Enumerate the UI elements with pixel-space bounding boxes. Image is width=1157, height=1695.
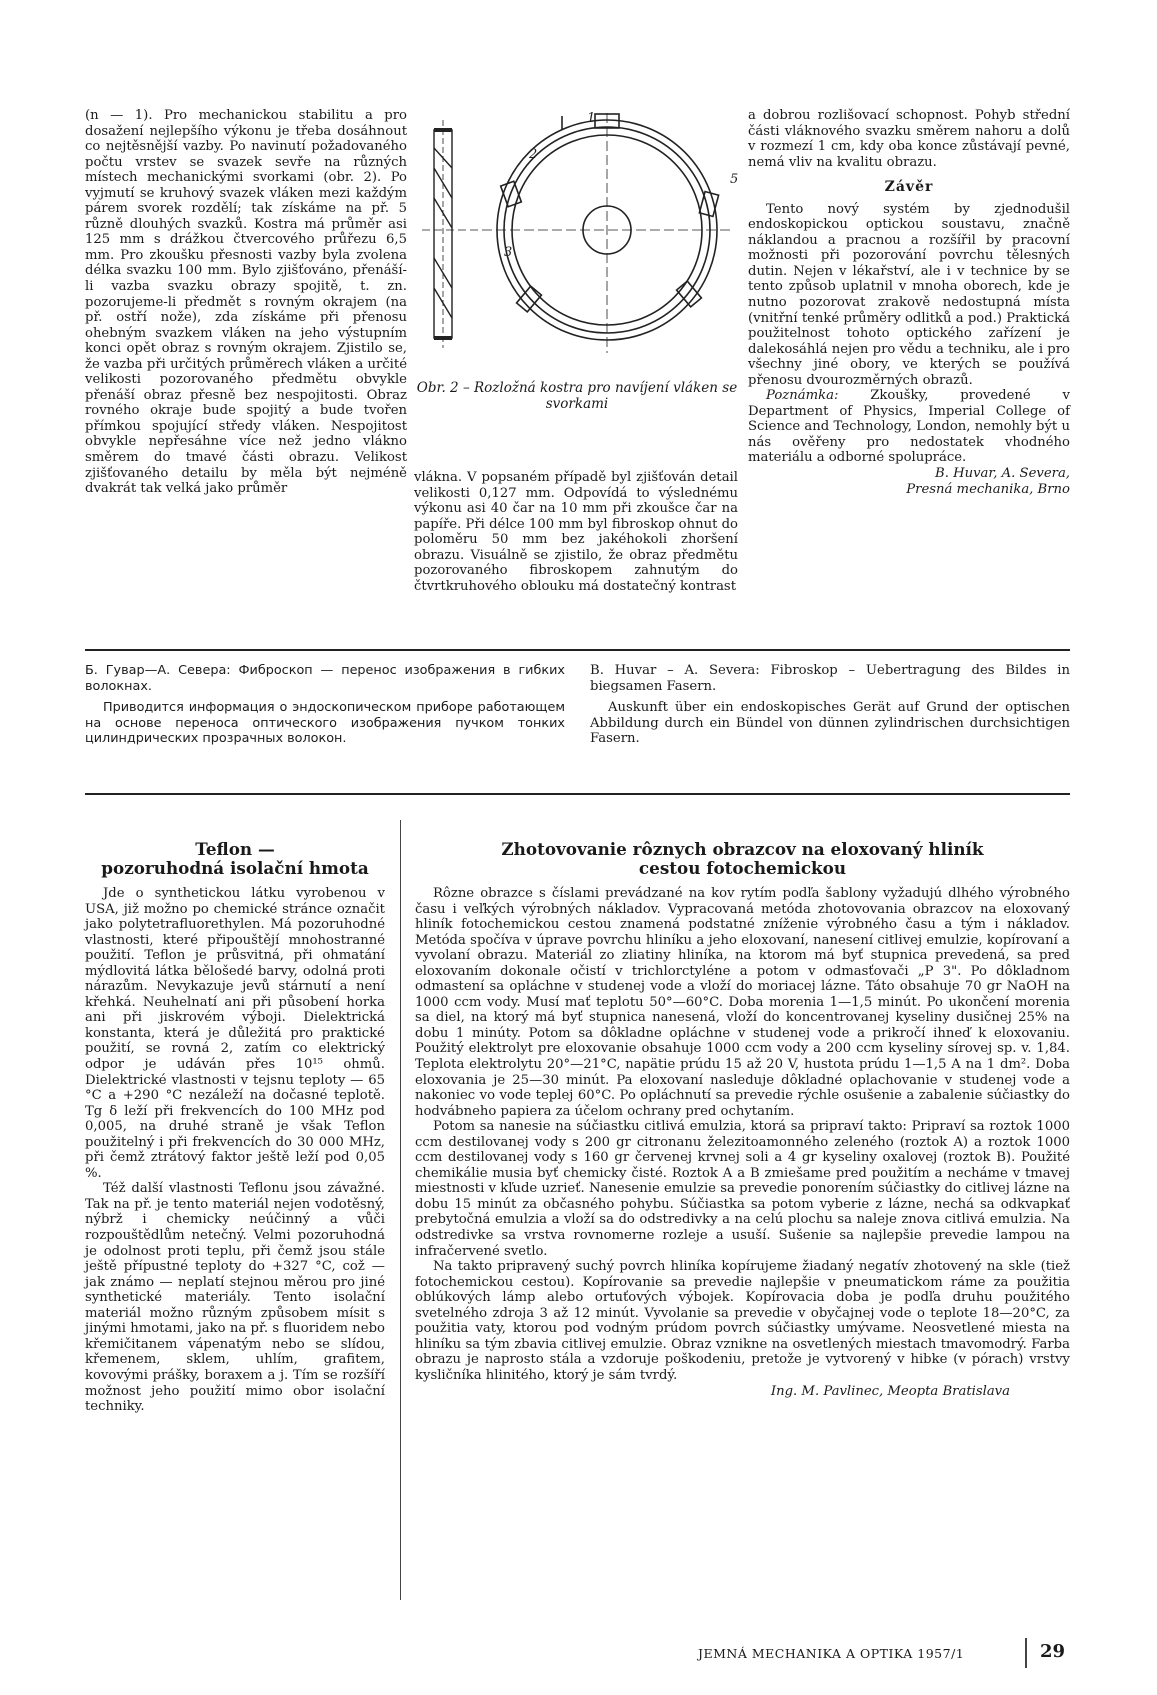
article-column-2-text: vlákna. V popsaném případě byl zjišťován detail velikosti 0,127 mm. Odpovídá to výslednému výkonu asi 40 čar na 10 mm při zkoušce čar na papíře. Při délce 100 mm byl fibroskop ohnut do poloměru 50 mm bez jakéhokoli zhoršení obrazu. Visuálně se zjistilo, že obraz předmětu pozorovaného fibroskopem zahnutým do čtvrtkruhového oblouku má dostatečný kontrast — [414, 470, 738, 594]
journal-footer: JEMNÁ MECHANIKA A OPTIKA 1957/1 — [698, 1646, 965, 1661]
summary-de-text: Auskunft über ein endoskopisches Gerät auf Grund der optischen Abbildung durch ein Bündel von dünnen zylindrischen durchsichtigen Fasern. — [590, 700, 1070, 746]
summary-german — [590, 663, 1070, 747]
conclusion-heading: Závěr — [884, 179, 934, 196]
figure-2 — [412, 108, 742, 453]
eloxal-signature: Ing. M. Pavlinec, Meopta Bratislava — [770, 1383, 1010, 1399]
eloxal-title-line2: cestou fotochemickou — [638, 858, 847, 878]
teflon-title-line1: Teflon — — [195, 839, 275, 859]
figure-label-5: 5 — [730, 172, 739, 187]
figure-label-3: 3 — [504, 245, 513, 260]
figure-label-1: 1 — [587, 111, 596, 126]
figure-label-2: 2 — [529, 147, 538, 162]
winding-frame-drawing — [412, 108, 742, 358]
teflon-paragraph-2: Též další vlastnosti Teflonu jsou závažné. Tak na př. je tento materiál nejen vodotěsný, nýbrž i chemicky neúčinný a vůči rozpouštědlům netečný. Velmi pozoruhodná je odolnost proti teplu, při čemž jsou stále ještě přípustné teploty do +327 °C, což — jak známo — neplatí stejnou měrou pro jiné synthetické materiály. Tento isolační materiál možno různým způsobem mísit s jinými hmotami, jako na př. s fluoridem nebo křemičitanem vápenatým nebo se slídou, křemenem, sklem, uhlím, grafitem, kovovými prášky, boraxem a j. Tím se rozšíří možnost jeho použití mimo obor isolační techniky. — [85, 1181, 385, 1415]
note-text: Zkoušky, provedené v Department of Physics, Imperial College of Science and Technology, London, nemohly být u nás ověřeny pro nedostatek vhodného materiálu a odborné spolupráce. — [748, 388, 1070, 466]
summary-ru-text: Приводится информация о эндоскопическом приборе работающем на основе переноса оптического изображения пучком тонких цилиндрических прозрачных волокон. — [85, 700, 565, 746]
eloxal-paragraph-1: Rôzne obrazce s číslami prevádzané na kov rytím podľa šablony vyžadujú dlhého výrobného času i veľkých výrobných nákladov. Vypracovaná metóda zhotovovania obrazcov na eloxovaný hliník fotochemickou cestou znamená podstatné zníženie výrobného času a tým i nákladov. Metóda spočíva v úprave povrchu hliníku a jeho eloxovaní, nanesení citlivej emulzie, kopírovaní a vyvolaní obrazu. Materiál zo zliatiny hliníka, na ktorom má byť stupnica prevedená, sa pred eloxovaním dokonale očistí v trichlorctyléne a potom v odmasťovači „P 3". Po dôkladnom odmastení sa opláchne v studenej vode a vloží do moriacej lázne. Táto obsahuje 70 gr NaOH na 1000 ccm vody. Musí mať teplotu 50°—60°C. Doba morenia 1—1,5 minút. Po ukončení morenia sa diel, na ktorý má byť stupnica nanesená, vloží do koncentrovanej kyseliny dusičnej 25% na dobu 1 minúty. Potom sa dôkladne opláchne v studenej vode a prikročí ihneď k eloxovaniu. Použitý elektrolyt pre eloxovanie obsahuje 1000 ccm vody a 200 ccm kyseliny sírovej sp. v. 1,84. Teplota elektrolytu 20°—21°C, napätie prúdu 15 až 20 V, hustota prúdu 1—1,5 A na 1 dm². Doba eloxovania je 25—30 minút. Pa eloxovaní nasleduje dôkladné oplachovanie v studenej vode a nakoniec vo vode teplej 60°C. Po opláchnutí sa prevedie rýchle osušenie a zabalenie súčiastky do hodvábneho papiera za účelom ochrany pred ochytaním. — [415, 886, 1070, 1119]
teflon-title-line2: pozoruhodná isolační hmota — [101, 858, 369, 878]
summary-russian — [85, 663, 565, 747]
teflon-article — [85, 840, 385, 1415]
page-number: 29 — [1040, 1641, 1066, 1662]
article-column-1 — [85, 108, 407, 497]
conclusion-text: Tento nový systém by zjednodušil endoskopickou optickou soustavu, značně náklandou a pracnou a rozšířil by pracovní možnosti při pozorování povrchu tělesných dutin. Nejen v lékařství, ale i v technice by se tento způsob uplatnil v mnoha oborech, kde je nutno pozorovat zrakově nedostupná místa (vnitřní tenké průměry odlitků a pod.) Praktická použitelnost tohoto optického zařízení je dalekosáhlá nejen pro vědu a techniku, ale i pro všechny jiné obory, ve kterých se používá přenosu dvourozměrných obrazů. — [748, 201, 1070, 388]
section-divider — [85, 793, 1070, 795]
summary-top-rule — [85, 649, 1070, 651]
teflon-paragraph-1: Jde o synthetickou látku vyrobenou v USA, již možno po chemické stránce označit jako polytetrafluorethylen. Má pozoruhodné vlastnosti, které připouštějí mnohostranné použití. Teflon je průsvitná, při ohmatání mýdlovitá látka bělošedé barvy, odolná proti nárazům. Nevykazuje jevů stárnutí a není křehká. Neuhelnatí ani při působení horka ani při jiskrovém výboji. Dielektrická konstanta, která je důležitá pro praktické použití, se rovná 2, zatím co elektrický odpor je udáván přes 10¹⁵ ohmů. Dielektrické vlastnosti v tejsnu teploty — 65 °C a +290 °C nezáleží na dočasné teplotě. Tg δ leží při frekvencích do 100 MHz pod 0,005, na druhé straně je však Teflon použitelný i při frekvencích do 30 000 MHz, při čemž ztrátový faktor ještě leží pod 0,05 %. — [85, 886, 385, 1181]
eloxal-paragraph-3: Na takto pripravený suchý povrch hliníka kopírujeme žiadaný negatív zhotovený na skle (tiež fotochemickou cestou). Kopírovanie sa prevedie najlepšie v pneumatickom ráme za použitia oblúkových lámp alebo ortuťových výbojek. Kopírovacia doba je podľa druhu použitého svetelného zdroja 3 až 12 minút. Vyvolanie sa prevedie v obyčajnej vode o teplote 18—20°C, za použitia vaty, ktorou pod vodným prúdom povrch súčiastky umývame. Neosvetlené miesta na hliníku sa tým zbavia citlivej emulzie. Obraz vznikne na osvetlených miestach tmavomodrý. Farba obrazu je naprosto stála a vzdoruje poškodeniu, pretože je vytvorený v hibke (v pórach) vrstvy kysličníka hlinitého, ktorý je sám tvrdý. — [415, 1259, 1070, 1383]
article-column-3-intro: a dobrou rozlišovací schopnost. Pohyb střední části vláknového svazku směrem nahoru a dolů v rozmezí 1 cm, kdy oba konce zůstávají pevné, nemá vliv na kvalitu obrazu. — [748, 108, 1070, 170]
eloxal-title-line1: Zhotovovanie rôznych obrazcov na eloxovaný hliník — [501, 839, 984, 859]
note-label: Poznámka: — [766, 388, 839, 404]
signature-org: Presná mechanika, Brno — [906, 481, 1070, 497]
article-column-3 — [748, 108, 1070, 497]
article-column-1-text: (n — 1). Pro mechanickou stabilitu a pro dosažení nejlepšího výkonu je třeba dosáhnout co nejtěsnější vazby. Po navinutí požadovaného počtu vrstev se svazek sevře na různých místech mechanickými svorkami (obr. 2). Po vyjmutí se kruhový svazek vláken mezi každým párem svorek rozdělí; tak získáme na př. 5 různě dlouhých svazků. Kostra má průměr asi 125 mm s drážkou čtvercového průřezu 6,5 mm. Pro zkoušku přesnosti vazby byla zvolena délka svazku 100 mm. Bylo zjišťováno, přenáší-li vazba svazku obrazy spojitě, t. zn. pozorujeme-li předmět s rovným okrajem (na př. ostří nože), zda získáme při přenosu ohebným svazkem vláken na jeho výstupním konci opět obraz s rovným okrajem. Zjistilo se, že vazba při určitých průměrech vláken a určité velikosti pozorovaného předmětu obvykle přenáší obraz přesně bez nespojitosti. Obraz rovného okraje bude spojitý a bude tvořen přímkou spojující středy vláken. Nespojitost obvykle nepřesáhne více než jedno vlákno směrem do tmavé části obrazu. Velikost zjišťovaného detailu by měla být nejméně dvakrát tak velká jako průměr — [85, 108, 407, 497]
figure-caption: Obr. 2 – Rozložná kostra pro navíjení vláken se svorkami — [416, 380, 738, 412]
article-column-2 — [414, 470, 738, 594]
eloxal-article — [415, 840, 1070, 1399]
column-divider — [400, 820, 401, 1600]
summary-ru-title: Б. Гувар—А. Севера: Фиброскоп — перенос изображения в гибких волокнах. — [85, 663, 565, 694]
footer-divider — [1025, 1638, 1027, 1668]
summary-de-title: B. Huvar – A. Severa: Fibroskop – Uebertragung des Bildes in biegsamen Fasern. — [590, 663, 1070, 694]
signature-authors: B. Huvar, A. Severa, — [935, 466, 1070, 482]
eloxal-paragraph-2: Potom sa nanesie na súčiastku citlivá emulzia, ktorá sa pripraví takto: Pripraví sa roztok 1000 ccm destilovanej vody s 200 gr citronanu železitoamonného zeleného (roztok A) a roztok 1000 ccm destilovanej vody s 160 gr červenej krvnej soli a 4 gr kyseliny oxalovej (roztok B). Použité chemikálie musia byť chemicky čisté. Roztok A a B zmiešame pred použitím a necháme v tmavej miestnosti v kľude uzrieť. Nanesenie emulzie sa prevedie ponorením súčiastky do citlivej lázne na dobu 15 minút za občasného pohybu. Súčiastka sa potom vyberie z lázne, nechá sa odkvapkať prebytočná emulzia a vloží sa do odstredivky a na celú plochu sa naleje znova citlivá emulzia. Na odstredivke sa vrstva rovnomerne rozleje a usuší. Sušenie sa najlepšie prevedie lampou na infračervené svetlo. — [415, 1119, 1070, 1259]
